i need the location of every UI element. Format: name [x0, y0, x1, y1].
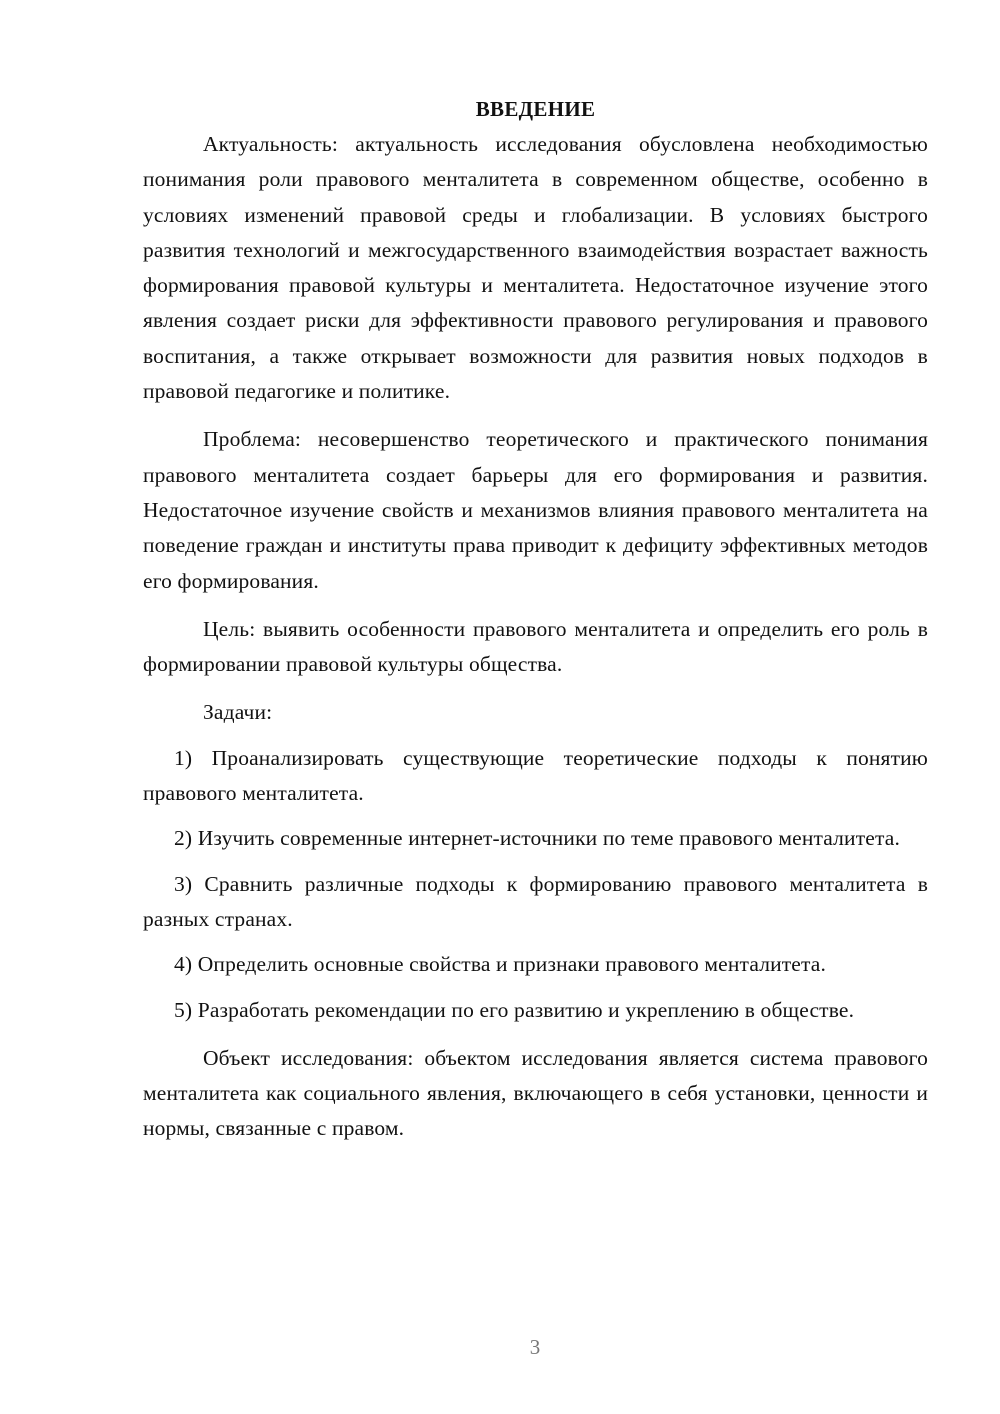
relevance-paragraph: Актуальность: актуальность исследования обусловлена необходимостью понимания роли правового менталитета в современном обществе, особенно в условиях изменений правовой среды и глобализации. В условиях быстрого развития технологий и межгосударственного взаимодействия возрастает важность формирования правовой культуры и менталитета. Недостаточное изучение этого явления создает риски для эффективности правового регулирования и правового воспитания, а также открывает возможности для развития новых подходов в правовой педагогике и политике.: [143, 132, 928, 404]
page-number: 3: [529, 1335, 541, 1359]
task-item-3: 3) Сравнить различные подходы к формированию правового менталитета в разных странах.: [143, 871, 928, 931]
task-item-4: 4) Определить основные свойства и признаки правового менталитета.: [174, 952, 827, 977]
goal-paragraph: Цель: выявить особенности правового менталитета и определить его роль в формировании правовой культуры общества.: [143, 616, 928, 677]
page-body: [143, 92, 928, 1147]
task-item-2: 2) Изучить современные интернет-источники по теме правового менталитета.: [174, 826, 900, 851]
task-item-5: 5) Разработать рекомендации по его развитию и укреплению в обществе.: [174, 997, 855, 1022]
tasks-label: Задачи:: [203, 700, 273, 725]
section-heading: ВВЕДЕНИЕ: [475, 97, 596, 121]
object-paragraph: Объект исследования: объектом исследования является система правового менталитета как социального явления, включающего в себя установки, ценности и нормы, связанные с правом.: [143, 1045, 928, 1141]
task-item-1: 1) Проанализировать существующие теоретические подходы к понятию правового менталитета.: [143, 745, 928, 806]
problem-paragraph: Проблема: несовершенство теоретического и практического понимания правового менталитета создает барьеры для его формирования и развития. Недостаточное изучение свойств и механизмов влияния правового менталитета на поведение граждан и институты права приводит к дефициту эффективных методов его формирования.: [143, 427, 928, 593]
